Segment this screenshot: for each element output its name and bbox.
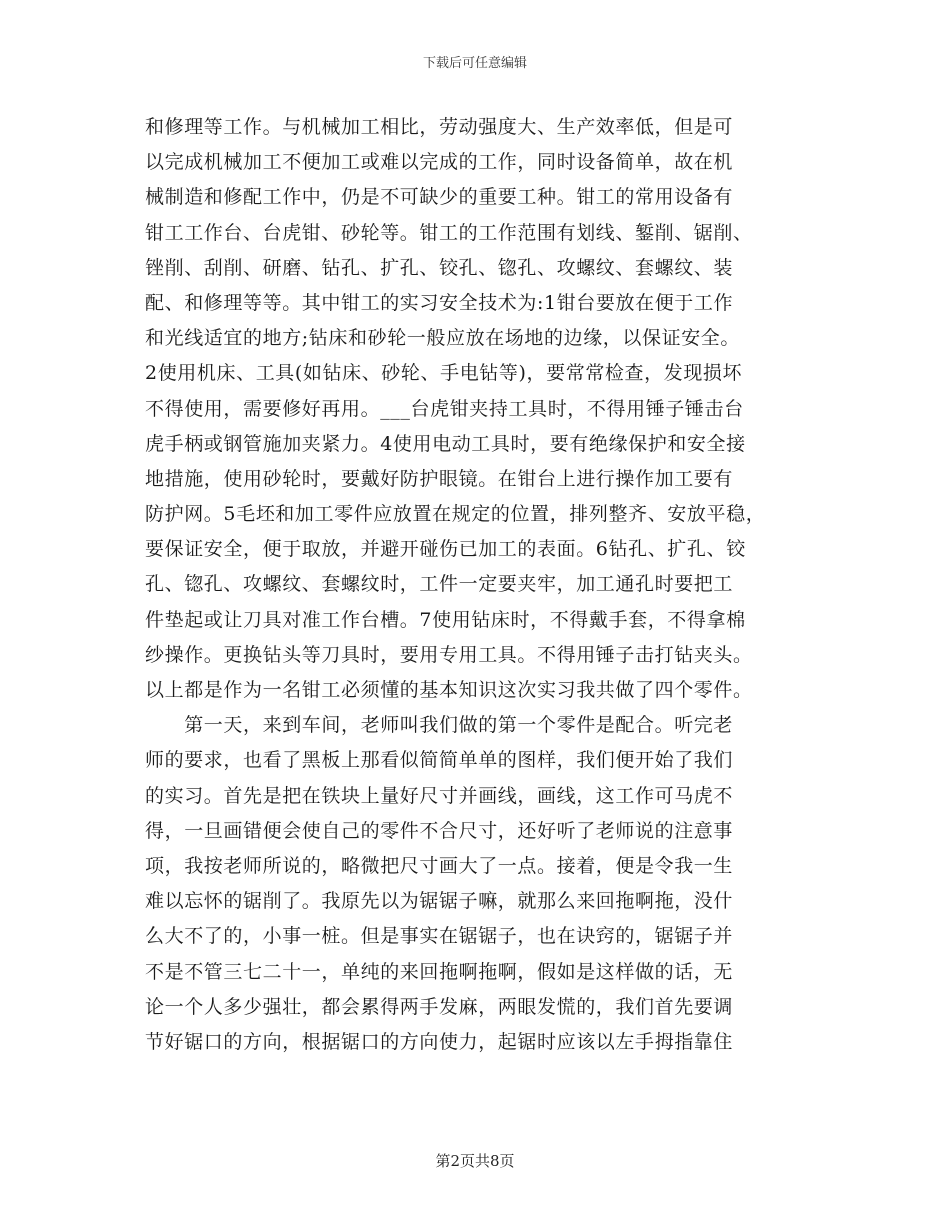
text-line: 论一个人多少强壮，都会累得两手发麻，两眼发慌的，我们首先要调 — [145, 995, 734, 1018]
text-line: 项，我按老师所说的，略微把尺寸画大了一点。接着，便是令我一生 — [145, 854, 734, 877]
text-line: 么大不了的，小事一桩。但是事实在锯锯子，也在诀窍的，锯锯子并 — [145, 925, 734, 948]
page-number: 第2页共8页 — [435, 1152, 515, 1170]
text-line: 械制造和修配工作中，仍是不可缺少的重要工种。钳工的常用设备有 — [145, 186, 734, 209]
text-line: 和修理等工作。与机械加工相比，劳动强度大、生产效率低，但是可 — [145, 116, 734, 138]
text-line: 节好锯口的方向，根据锯口的方向使力，起锯时应该以左手拇指靠住 — [145, 1030, 734, 1053]
text-line: 锉削、刮削、研磨、钻孔、扩孔、铰孔、锪孔、攻螺纹、套螺纹、装 — [145, 256, 734, 279]
body-text — [145, 110, 825, 1060]
text-line: 件垫起或让刀具对准工作台槽。7使用钻床时，不得戴手套，不得拿棉 — [145, 608, 746, 631]
text-line: 防护网。5毛坯和加工零件应放置在规定的位置，排列整齐、安放平稳， — [145, 503, 766, 526]
text-line: 和光线适宜的地方;钻床和砂轮一般应放在场地的边缘，以保证安全。 — [145, 327, 741, 350]
text-line: 钳工工作台、台虎钳、砂轮等。钳工的工作范围有划线、錾削、锯削、 — [145, 221, 753, 244]
text-line: 2使用机床、工具(如钻床、砂轮、手电钻等)，要常常检查，发现损坏 — [145, 362, 743, 385]
text-line: 不得使用，需要修好再用。___台虎钳夹持工具时，不得用锤子锤击台 — [145, 397, 744, 420]
text-line: 师的要求，也看了黑板上那看似简简单单的图样，我们便开始了我们 — [145, 749, 734, 772]
text-line: 不是不管三七二十一，单纯的来回拖啊拖啊，假如是这样做的话，无 — [145, 960, 734, 983]
text-line: 难以忘怀的锯削了。我原先以为锯锯子嘛，就那么来回拖啊拖，没什 — [145, 890, 734, 913]
text-line: 配、和修理等等。其中钳工的实习安全技术为:1钳台要放在便于工作 — [145, 291, 734, 314]
text-line: 地措施，使用砂轮时，要戴好防护眼镜。在钳台上进行操作加工要有 — [145, 467, 734, 490]
text-line: 得，一旦画错便会使自己的零件不合尺寸，还好听了老师说的注意事 — [145, 819, 734, 842]
text-line: 的实习。首先是把在铁块上量好尺寸并画线，画线，这工作可马虎不 — [145, 784, 734, 807]
text-line: 以完成机械加工不便加工或难以完成的工作，同时设备简单，故在机 — [145, 151, 734, 174]
text-line: 虎手柄或钢管施加夹紧力。4使用电动工具时，要有绝缘保护和安全接 — [145, 432, 746, 455]
page-header: 下载后可任意编辑 — [422, 56, 527, 71]
text-line: 第一天，来到车间，老师叫我们做的第一个零件是配合。听完老 — [145, 714, 734, 737]
text-line: 孔、锪孔、攻螺纹、套螺纹时，工件一定要夹牢，加工通孔时要把工 — [145, 573, 734, 596]
text-line: 以上都是作为一名钳工必须懂的基本知识这次实习我共做了四个零件。 — [145, 679, 753, 701]
text-line: 纱操作。更换钻头等刀具时，要用专用工具。不得用锤子击打钻夹头。 — [145, 643, 753, 666]
text-line: 要保证安全，便于取放，并避开碰伤已加工的表面。6钻孔、扩孔、铰 — [145, 538, 746, 561]
